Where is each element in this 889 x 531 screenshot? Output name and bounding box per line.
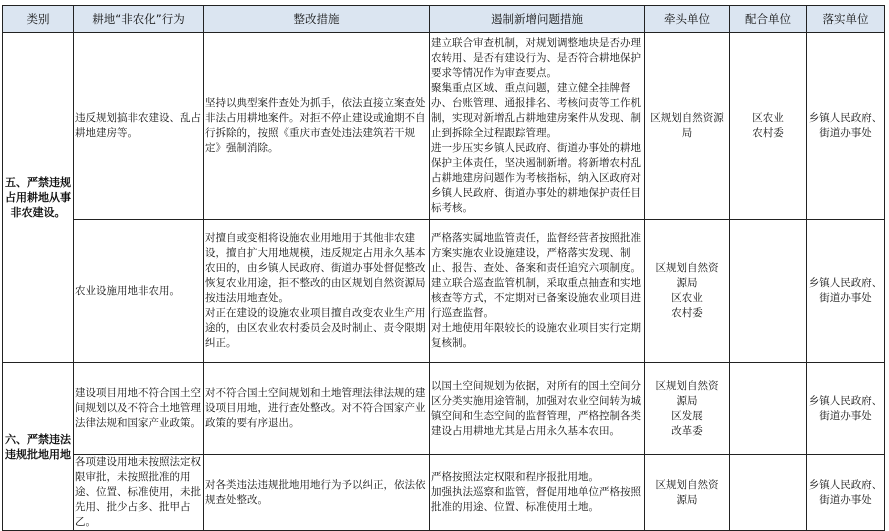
- table-row: [3, 220, 885, 363]
- prevent-cell: [430, 220, 645, 363]
- prevent-item: 聚集重点区域、重点问题，建立健全挂牌督办、台账管理、通报排名、考核问责等工作机制，实现对新增乱占耕地建房案件从发现、制止到拆除全过程跟踪管理。: [431, 82, 641, 139]
- header-behavior: 耕地“非农化”行为: [74, 6, 204, 33]
- impl-unit-cell: 乡镇人民政府、街道办事处: [807, 220, 885, 363]
- prevent-cell: [430, 455, 645, 531]
- coop-unit-cell: [730, 363, 807, 455]
- measures-cell: 对不符合国土空间规划和土地管理法律法规的建设项目用地，进行查处整改。对不符合国家产业政策的要有序退出。: [204, 363, 430, 455]
- header-lead-unit: 牵头单位: [645, 6, 730, 33]
- table-row: [3, 363, 885, 455]
- prevent-item: 对土地使用年限较长的设施农业项目实行定期复核制。: [431, 322, 641, 349]
- coop-unit-cell: [730, 33, 807, 220]
- prevent-item: 进一步压实乡镇人民政府、街道办事处的耕地保护主体责任，坚决遏制新增。将新增农村乱占耕地建房问题作为考核指标，纳入区政府对乡镇人民政府、街道办事处的耕地保护责任目标考核。: [431, 142, 641, 214]
- header-coop-unit: 配合单位: [730, 6, 807, 33]
- lead-unit: 区规划自然资: [655, 379, 719, 392]
- lead-unit: 源局: [676, 394, 698, 407]
- lead-unit: 区农业: [671, 292, 703, 304]
- lead-unit-cell: [645, 455, 730, 531]
- coop-unit: 农村委: [752, 127, 784, 139]
- lead-unit: 农村委: [671, 307, 703, 319]
- lead-unit: 区规划自然资: [655, 478, 719, 491]
- behavior-cell: 农业设施用地非农用。: [74, 220, 204, 363]
- header-measures: 整改措施: [204, 6, 430, 33]
- prevent-item: 建立联合审查机制，对规划调整地块是否办理农转用、是否有建设行为、是否符合耕地保护要求等情况作为审查要点。: [431, 37, 641, 79]
- lead-unit: 区规划自然资: [655, 262, 719, 274]
- lead-unit-cell: [645, 363, 730, 455]
- rectification-table: [2, 5, 885, 531]
- coop-unit-cell: [730, 455, 807, 531]
- measures-cell: 坚持以典型案件查处为抓手，依法直接立案查处非法占用耕地案件。对拒不停止建设或逾期不自行拆除的，按照《重庆市查处违法建筑若干规定》强制消除。: [204, 33, 430, 220]
- lead-unit-cell: [645, 220, 730, 363]
- measures-cell: 对各类违法违规批地用地行为予以纠正，依法依规查处整改。: [204, 455, 430, 531]
- impl-unit-cell: 乡镇人民政府、街道办事处: [807, 363, 885, 455]
- measures-item: 对正在建设的设施农业项目擅自改变农业生产用途的，由区农业农村委员会及时制止、责令限期纠正。: [205, 307, 426, 349]
- table-row: [3, 33, 885, 220]
- category-six: 六、严禁违法违规批地用地: [3, 363, 74, 531]
- behavior-cell: 各项建设用地未按照法定权限审批，未按照批准的用途、位置、标准使用，未批先用、批少占多、批甲占乙。: [74, 455, 204, 531]
- measures-item: 对擅自或变相将设施农业用地用于其他非农建设，擅自扩大用地规模，违反规定占用永久基本农田的，由乡镇人民政府、街道办事处督促整改恢复农业用途，拒不整改的由区规划自然资源局按违法用地查处。: [205, 232, 426, 304]
- behavior-cell: 建设项目用地不符合国土空间规划以及不符合土地管理法律法规和国家产业政策。: [74, 363, 204, 455]
- header-prevent: 遏制新增问题措施: [430, 6, 645, 33]
- prevent-item: 以国土空间规划为依据，对所有的国土空间分区分类实施用途管制，加强对农业空间转为城镇空间和生态空间的监督管理，严格控制各类建设占用耕地尤其是占用永久基本农田。: [431, 379, 641, 437]
- prevent-cell: [430, 33, 645, 220]
- lead-unit: 改革委: [671, 424, 703, 437]
- lead-unit-cell: [645, 33, 730, 220]
- header-row: [3, 6, 885, 33]
- prevent-item: 严格按照法定权限和程序报批用地。: [431, 471, 599, 483]
- prevent-item: 严格落实属地监管责任，监督经营者按照批准方案实施农业设施建设，严格落实发现、制止、报告、查处、备案和责任追究六项制度。: [431, 232, 641, 274]
- lead-unit: 源局: [676, 277, 698, 289]
- impl-unit-cell: 乡镇人民政府、街道办事处: [807, 455, 885, 531]
- category-five: 五、严禁违规占用耕地从事非农建设。: [3, 33, 74, 363]
- header-category: 类别: [3, 6, 74, 33]
- lead-unit: 源局: [676, 493, 698, 506]
- coop-unit-cell: [730, 220, 807, 363]
- prevent-item: 建立联合巡查监管机制，采取重点抽查和实地核查等方式，不定期对已备案设施农业项目进行巡查监督。: [431, 277, 641, 319]
- prevent-item: 加强执法巡察和监管，督促用地单位严格按照批准的用途、位置、标准使用土地。: [431, 486, 641, 513]
- prevent-cell: [430, 363, 645, 455]
- coop-unit: 区农业: [752, 112, 784, 124]
- impl-unit-cell: 乡镇人民政府、街道办事处: [807, 33, 885, 220]
- measures-cell: [204, 220, 430, 363]
- lead-unit: 区发展: [671, 409, 703, 422]
- behavior-cell: 违反规划搞非农建设、乱占耕地建房等。: [74, 33, 204, 220]
- header-impl-unit: 落实单位: [807, 6, 885, 33]
- table-row: [3, 455, 885, 531]
- lead-unit: 区规划自然资源局: [650, 112, 724, 139]
